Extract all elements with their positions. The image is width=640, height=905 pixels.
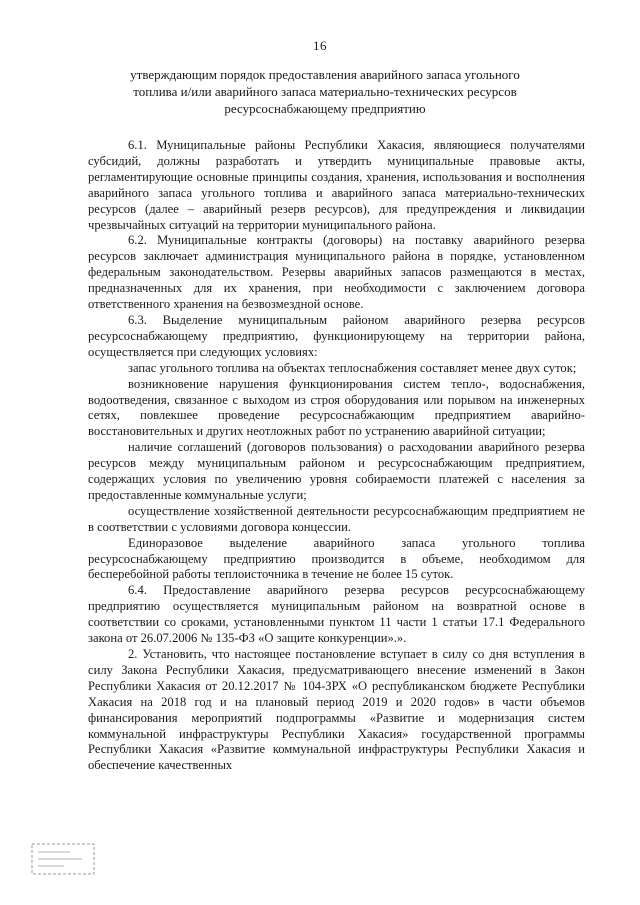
condition-concession: осуществление хозяйственной деятельности ресурсоснабжающим предприятием не в соответствии с условиями договора концессии. <box>88 503 585 534</box>
paragraph-6-1: 6.1. Муниципальные районы Республики Хакасия, являющиеся получателями субсидий, должны разработать и утвердить муниципальные правовые акты, регламентирующие основные принципы создания, хранения, использования и восполнения аварийного запаса угольного топлива и аварийного запаса материально-технических ресурсов (далее – аварийный резерв ресурсов), для предупреждения и ликвидации чрезвычайных ситуаций на территории муниципального района. <box>88 138 585 232</box>
document-body <box>88 138 585 774</box>
condition-fuel-stock: запас угольного топлива на объектах теплоснабжения составляет менее двух суток; <box>128 360 577 375</box>
condition-agreements: наличие соглашений (договоров пользования) о расходовании аварийного резерва ресурсов между муниципальным районом и ресурсоснабжающим предприятием, содержащих условия по увеличению уровня собираемости платежей с населения за предоставленные коммунальные услуги; <box>88 440 585 502</box>
paragraph-6-2: 6.2. Муниципальные контракты (договоры) на поставку аварийного резерва ресурсов заключает администрация муниципального района в порядке, установленном федеральным законодательством. Резервы аварийных запасов размещаются в местах, предназначенных для их хранения, при необходимости с заключением договора ответственного хранения на безвозмездной основе. <box>88 233 585 312</box>
page-number: 16 <box>313 38 327 53</box>
registration-stamp-icon <box>30 842 98 878</box>
heading-line: топлива и/или аварийного запаса материально-технических ресурсов <box>133 84 517 99</box>
paragraph-2: 2. Установить, что настоящее постановление вступает в силу со дня вступления в силу Закона Республики Хакасия, предусматривающего внесение изменений в Закон Республики Хакасия от 20.12.2017 № 104-ЗРХ «О республиканском бюджете Республики Хакасия на 2018 год и на плановый период 2019 и 2020 годов» в части объемов финансирования мероприятий подпрограммы «Развитие и модернизация систем коммунальной инфраструктуры Республики Хакасия» государственной программы Республики Хакасия «Развитие коммунальной инфраструктуры Республики Хакасия и обеспечение качественных <box>88 647 585 773</box>
paragraph-6-4: 6.4. Предоставление аварийного резерва ресурсов ресурсоснабжающему предприятию осуществляется муниципальным районом на возвратной основе в соответствии со сроками, установленными пунктом 11 части 1 статьи 17.1 Федерального закона от 26.07.2006 № 135-ФЗ «О защите конкуренции».». <box>88 583 585 646</box>
heading-line: утверждающим порядок предоставления аварийного запаса угольного <box>130 67 520 82</box>
paragraph-6-3: 6.3. Выделение муниципальным районом аварийного резерва ресурсов ресурсоснабжающему предприятию, функционирующему на территории района, осуществляется при следующих условиях: <box>88 312 585 359</box>
heading-line: ресурсоснабжающему предприятию <box>224 101 426 116</box>
section-heading <box>90 66 560 117</box>
paragraph-one-time-allocation: Единоразовое выделение аварийного запаса угольного топлива ресурсоснабжающему предприятию производится в объеме, необходимом для бесперебойной работы теплоисточника в течение не более 15 суток. <box>88 535 585 582</box>
condition-system-failure: возникновение нарушения функционирования систем тепло-, водоснабжения, водоотведения, связанное с выходом из строя оборудования или порывом на инженерных сетях, повлекшее проведение ресурсоснабжающим предприятием аварийно-восстановительных и других неотложных работ по устранению аварийной ситуации; <box>88 376 585 439</box>
